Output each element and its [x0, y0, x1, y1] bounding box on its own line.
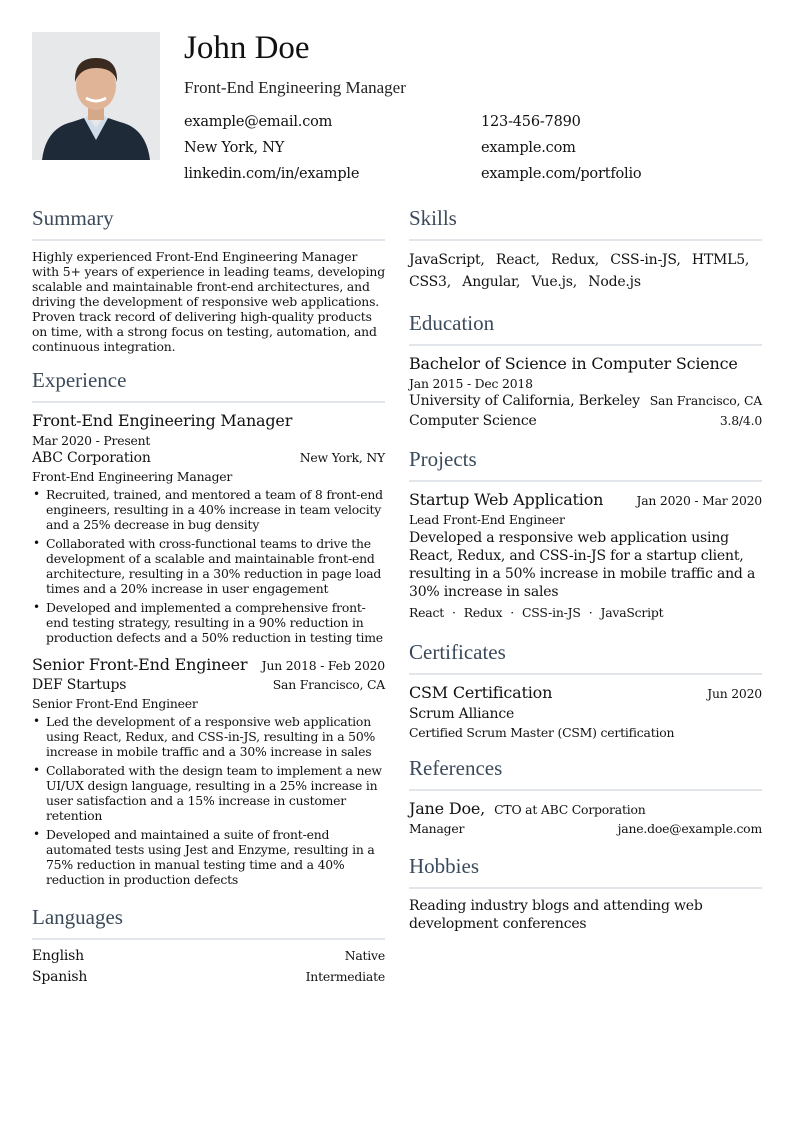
profile-photo-image [32, 32, 160, 160]
keyword-separator: · [588, 605, 593, 620]
hobbies-section [409, 854, 762, 933]
projects-heading: Projects [409, 447, 762, 482]
certificate-summary: Certified Scrum Master (CSM) certification [409, 725, 675, 740]
reference-position: CTO at ABC Corporation [494, 802, 646, 817]
project-keyword: CSS-in-JS [522, 605, 581, 620]
candidate-headline: Front-End Engineering Manager [184, 78, 406, 97]
education-score: 3.8/4.0 [719, 413, 762, 428]
summary-section [32, 206, 385, 354]
experience-bullet: • Developed and maintained a suite of front-end automated tests using Jest and Enzyme, resulting in a 75% reduction in manual testing time and a 40% reduction in production defects [32, 827, 385, 887]
right-column [409, 206, 762, 933]
experience-bullets [32, 487, 385, 645]
languages-heading: Languages [32, 905, 385, 940]
email-link[interactable]: example@email.com [184, 114, 333, 130]
experience-summary: Senior Front-End Engineer [32, 696, 198, 711]
education-degree: Bachelor of Science in Computer Science [409, 354, 738, 373]
experience-bullet: • Developed and implemented a comprehensive front-end testing strategy, resulting in a 90% reduction in production defects and a 50% reduction in testing time [32, 600, 385, 645]
profile-photo [32, 32, 160, 160]
skills-list [409, 249, 762, 293]
education-date: Jan 2015 - Dec 2018 [409, 376, 533, 391]
candidate-name: John Doe [184, 30, 310, 66]
skill-item: React, [495, 252, 540, 268]
skill-item: CSS-in-JS, [610, 252, 681, 268]
project-description: Developed a responsive web application using React, Redux, and CSS-in-JS for a startup client, resulting in a 50% increase in mobile traffic and a 30% increase in sales [409, 530, 756, 600]
experience-bullet: • Recruited, trained, and mentored a team of 8 front-end engineers, resulting in a 40% increase in team velocity and a 25% decrease in bug density [32, 487, 385, 532]
skill-item: Redux, [551, 252, 600, 268]
education-institution: University of California, Berkeley [409, 393, 640, 409]
certificate-issuer: Scrum Alliance [409, 706, 515, 722]
keyword-separator: · [451, 605, 456, 620]
experience-bullet: • Collaborated with cross-functional teams to drive the development of a scalable and maintainable front-end architecture, resulting in a 30% reduction in page load times and a 20% increase in user engagement [32, 536, 385, 596]
experience-position: Front-End Engineering Manager [32, 411, 293, 430]
keyword-separator: · [510, 605, 515, 620]
experience-item [32, 655, 385, 887]
project-name: Startup Web Application [409, 490, 604, 509]
skills-section [409, 206, 762, 293]
skill-item: Node.js [588, 274, 641, 290]
experience-location: San Francisco, CA [272, 677, 385, 692]
reference-relation: Manager [409, 821, 465, 836]
certificates-heading: Certificates [409, 640, 762, 675]
skill-item: Vue.js, [531, 274, 578, 290]
projects-section [409, 447, 762, 620]
summary-text: Highly experienced Front-End Engineering Manager with 5+ years of experience in leading teams, developing scalable and maintainable front-end architectures, and driving the development of responsive web applications. Proven track record of delivering high-quality products on time, with a strong focus on testing, automation, and continuous integration. [32, 249, 386, 354]
references-heading: References [409, 756, 762, 791]
references-section [409, 756, 762, 836]
project-date: Jan 2020 - Mar 2020 [636, 493, 762, 508]
reference-name: Jane Doe, [409, 799, 486, 818]
certificate-name: CSM Certification [409, 683, 553, 702]
project-keyword: React [409, 605, 444, 620]
experience-summary: Front-End Engineering Manager [32, 469, 233, 484]
language-level: Intermediate [305, 969, 385, 984]
language-name: English [32, 948, 84, 964]
experience-date: Jun 2018 - Feb 2020 [261, 658, 385, 673]
skill-item: JavaScript, [409, 252, 485, 268]
website-link[interactable]: example.com [481, 140, 576, 156]
project-keywords [409, 605, 762, 620]
experience-company: ABC Corporation [32, 450, 151, 466]
experience-location: New York, NY [299, 450, 385, 465]
linkedin-link[interactable]: linkedin.com/in/example [184, 166, 360, 182]
experience-heading: Experience [32, 368, 385, 403]
education-heading: Education [409, 311, 762, 346]
education-section [409, 311, 762, 429]
reference-email[interactable]: jane.doe@example.com [617, 821, 762, 836]
certificates-section [409, 640, 762, 740]
skill-item: Angular, [462, 274, 521, 290]
project-keyword: Redux [463, 605, 503, 620]
left-column [32, 206, 385, 985]
experience-date: Mar 2020 - Present [32, 433, 151, 448]
portfolio-link[interactable]: example.com/portfolio [481, 166, 642, 182]
experience-position: Senior Front-End Engineer [32, 655, 248, 674]
hobbies-text: Reading industry blogs and attending web development conferences [409, 898, 703, 932]
experience-bullet: • Led the development of a responsive web application using React, Redux, and CSS-in-JS, resulting in a 50% increase in mobile traffic and a 30% increase in sales [32, 714, 385, 759]
phone-number[interactable]: 123-456-7890 [481, 114, 581, 130]
skill-item: CSS3, [409, 274, 452, 290]
languages-section [32, 905, 385, 985]
skills-heading: Skills [409, 206, 762, 241]
skill-item: HTML5, [691, 252, 750, 268]
hobbies-heading: Hobbies [409, 854, 762, 889]
language-level: Native [344, 948, 385, 963]
certificate-date: Jun 2020 [707, 686, 762, 701]
education-area: Computer Science [409, 413, 537, 429]
language-name: Spanish [32, 969, 88, 985]
education-location: San Francisco, CA [649, 393, 762, 408]
experience-section [32, 368, 385, 887]
experience-bullets [32, 714, 385, 887]
experience-item [32, 411, 385, 645]
project-role: Lead Front-End Engineer [409, 512, 565, 527]
experience-bullet: • Collaborated with the design team to implement a new UI/UX design language, resulting in a 25% increase in user satisfaction and a 15% increase in customer retention [32, 763, 385, 823]
project-keyword: JavaScript [600, 605, 664, 620]
summary-heading: Summary [32, 206, 385, 241]
location: New York, NY [184, 140, 285, 156]
experience-company: DEF Startups [32, 677, 127, 693]
